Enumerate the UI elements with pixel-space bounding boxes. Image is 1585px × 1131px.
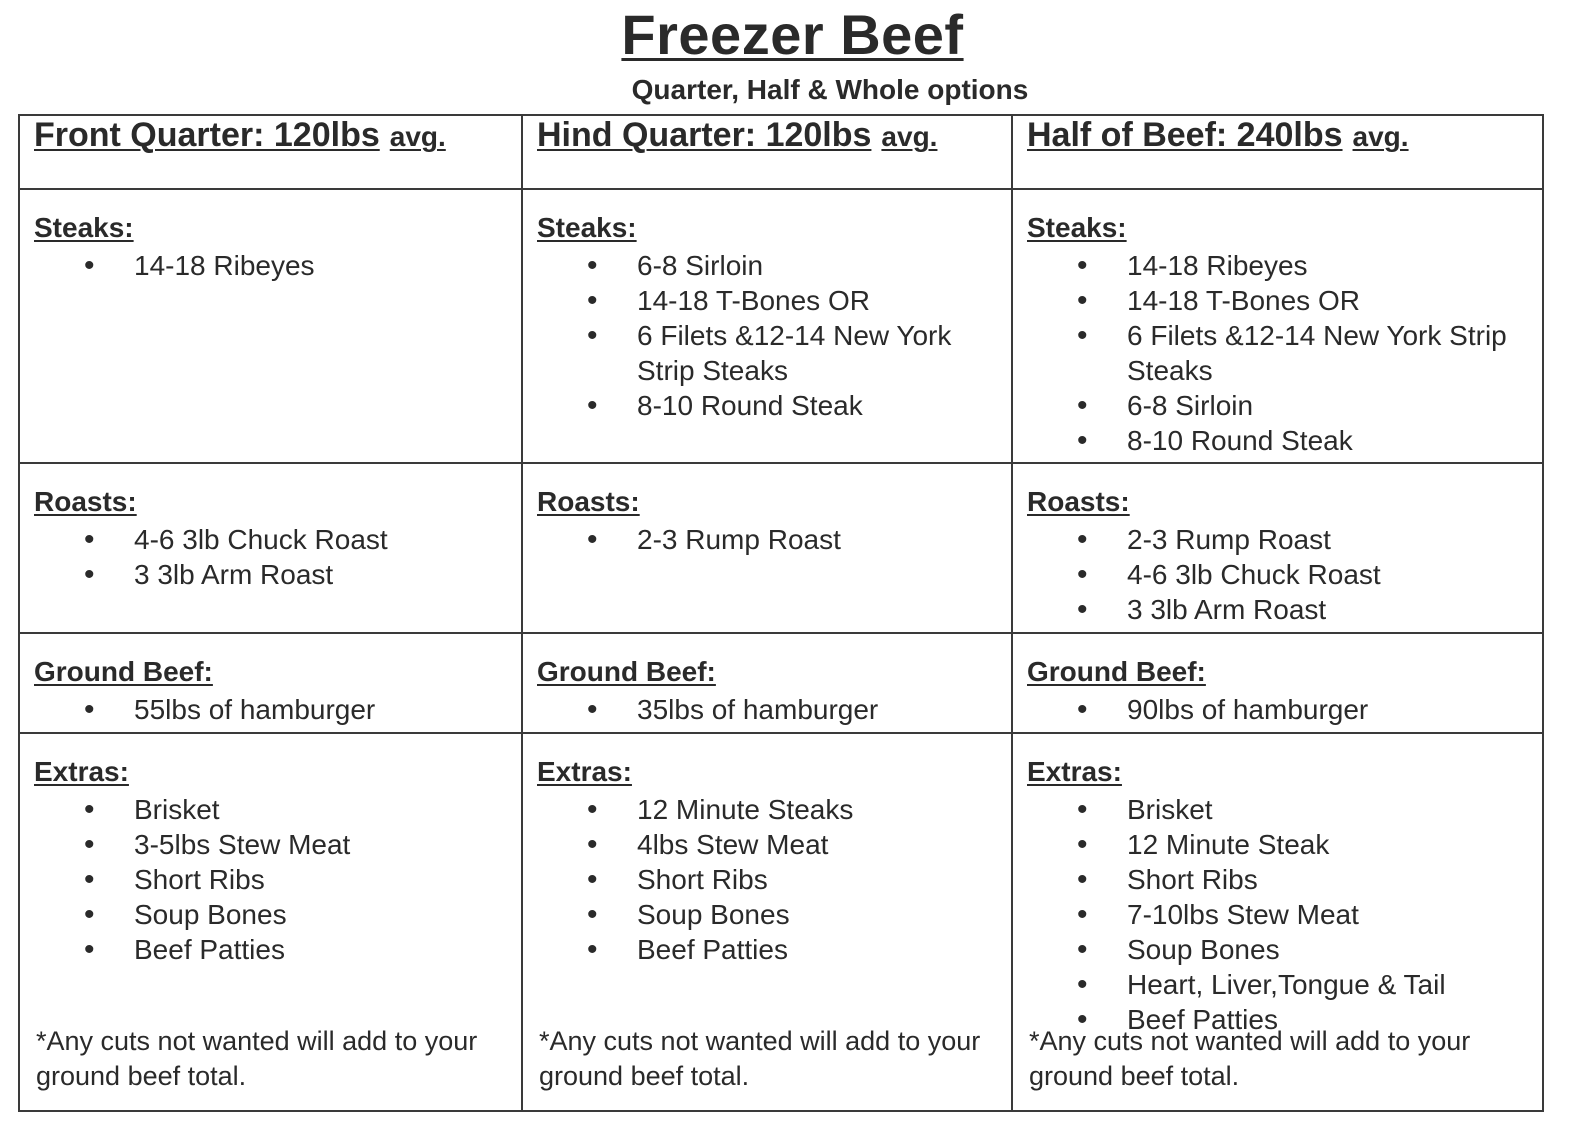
ground-cell-front-quarter bbox=[19, 633, 522, 733]
page-title: Freezer Beef bbox=[621, 3, 964, 66]
column-header-label: Half of Beef: 240lbs bbox=[1027, 116, 1343, 154]
list-item: • 6-8 Sirloin bbox=[637, 248, 1011, 283]
roasts-cell-half-of-beef bbox=[1012, 463, 1543, 633]
section-label: Roasts: bbox=[537, 486, 640, 517]
list-item: • Soup Bones bbox=[637, 897, 1011, 932]
section-label: Ground Beef: bbox=[1027, 656, 1206, 687]
ground-beef-row bbox=[19, 633, 1543, 733]
roasts-list bbox=[537, 522, 1011, 557]
list-item: • 2-3 Rump Roast bbox=[1127, 522, 1542, 557]
list-item: • 35lbs of hamburger bbox=[637, 692, 1011, 727]
extras-cell-hind-quarter bbox=[522, 733, 1012, 1111]
list-item: • 3-5lbs Stew Meat bbox=[134, 827, 521, 862]
list-item: • 55lbs of hamburger bbox=[134, 692, 521, 727]
section-label: Steaks: bbox=[1027, 212, 1127, 243]
list-item: • 4-6 3lb Chuck Roast bbox=[1127, 557, 1542, 592]
section-label: Roasts: bbox=[1027, 486, 1130, 517]
section-label: Ground Beef: bbox=[537, 656, 716, 687]
list-item: • Beef Patties bbox=[134, 932, 521, 967]
list-item: • 12 Minute Steaks bbox=[637, 792, 1011, 827]
extras-list bbox=[537, 792, 1011, 967]
steaks-list bbox=[537, 248, 1011, 423]
list-item: • 6 Filets &12-14 New York Strip Steaks bbox=[637, 318, 1011, 388]
page-subtitle: Quarter, Half & Whole options bbox=[631, 74, 1029, 105]
extras-cell-front-quarter bbox=[19, 733, 522, 1111]
cuts-note: *Any cuts not wanted will add to your ground beef total. bbox=[36, 1026, 478, 1091]
column-header-label: Front Quarter: 120lbs bbox=[34, 116, 380, 154]
ground-cell-half-of-beef bbox=[1012, 633, 1543, 733]
list-item: • 3 3lb Arm Roast bbox=[1127, 592, 1542, 627]
avg-label: avg. bbox=[1352, 121, 1409, 152]
list-item: • 3 3lb Arm Roast bbox=[134, 557, 521, 592]
column-header-half-of-beef bbox=[1012, 115, 1543, 189]
extras-cell-half-of-beef bbox=[1012, 733, 1543, 1111]
steaks-row bbox=[19, 189, 1543, 463]
ground-list bbox=[1027, 692, 1542, 727]
section-label: Extras: bbox=[34, 756, 129, 787]
list-item: • 6 Filets &12-14 New York Strip Steaks bbox=[1127, 318, 1542, 388]
steaks-cell-front-quarter bbox=[19, 189, 522, 463]
list-item: • 2-3 Rump Roast bbox=[637, 522, 1011, 557]
list-item: • 12 Minute Steak bbox=[1127, 827, 1542, 862]
list-item: • Soup Bones bbox=[134, 897, 521, 932]
steaks-list bbox=[34, 248, 521, 283]
list-item: • 4lbs Stew Meat bbox=[637, 827, 1011, 862]
cuts-note: *Any cuts not wanted will add to your ground beef total. bbox=[1029, 1026, 1471, 1091]
list-item: • 14-18 Ribeyes bbox=[134, 248, 521, 283]
steaks-cell-half-of-beef bbox=[1012, 189, 1543, 463]
section-label: Extras: bbox=[537, 756, 632, 787]
roasts-cell-front-quarter bbox=[19, 463, 522, 633]
list-item: • Beef Patties bbox=[637, 932, 1011, 967]
list-item: • Soup Bones bbox=[1127, 932, 1542, 967]
list-item: • Short Ribs bbox=[134, 862, 521, 897]
extras-row bbox=[19, 733, 1543, 1111]
list-item: • 6-8 Sirloin bbox=[1127, 388, 1542, 423]
column-header-front-quarter bbox=[19, 115, 522, 189]
list-item: • Brisket bbox=[1127, 792, 1542, 827]
column-header-label: Hind Quarter: 120lbs bbox=[537, 116, 872, 154]
steaks-list bbox=[1027, 248, 1542, 458]
list-item: • Beef Patties bbox=[1127, 1002, 1542, 1037]
header-row bbox=[19, 115, 1543, 189]
list-item: • 90lbs of hamburger bbox=[1127, 692, 1542, 727]
list-item: • Brisket bbox=[134, 792, 521, 827]
list-item: • 8-10 Round Steak bbox=[1127, 423, 1542, 458]
section-label: Extras: bbox=[1027, 756, 1122, 787]
avg-label: avg. bbox=[881, 121, 938, 152]
section-label: Steaks: bbox=[537, 212, 637, 243]
extras-list bbox=[34, 792, 521, 967]
steaks-cell-hind-quarter bbox=[522, 189, 1012, 463]
list-item: • 14-18 T-Bones OR bbox=[1127, 283, 1542, 318]
section-label: Ground Beef: bbox=[34, 656, 213, 687]
list-item: • 7-10lbs Stew Meat bbox=[1127, 897, 1542, 932]
list-item: • 14-18 Ribeyes bbox=[1127, 248, 1542, 283]
ground-list bbox=[34, 692, 521, 727]
section-label: Roasts: bbox=[34, 486, 137, 517]
list-item: • Heart, Liver,Tongue & Tail bbox=[1127, 967, 1542, 1002]
avg-label: avg. bbox=[389, 121, 446, 152]
ground-list bbox=[537, 692, 1011, 727]
roasts-list bbox=[1027, 522, 1542, 627]
list-item: • 4-6 3lb Chuck Roast bbox=[134, 522, 521, 557]
roasts-cell-hind-quarter bbox=[522, 463, 1012, 633]
section-label: Steaks: bbox=[34, 212, 134, 243]
list-item: • 8-10 Round Steak bbox=[637, 388, 1011, 423]
ground-cell-hind-quarter bbox=[522, 633, 1012, 733]
extras-list bbox=[1027, 792, 1542, 1037]
list-item: • Short Ribs bbox=[637, 862, 1011, 897]
column-header-hind-quarter bbox=[522, 115, 1012, 189]
roasts-list bbox=[34, 522, 521, 592]
list-item: • 14-18 T-Bones OR bbox=[637, 283, 1011, 318]
list-item: • Short Ribs bbox=[1127, 862, 1542, 897]
cuts-note: *Any cuts not wanted will add to your ground beef total. bbox=[539, 1026, 981, 1091]
beef-options-table bbox=[18, 114, 1544, 1112]
roasts-row bbox=[19, 463, 1543, 633]
